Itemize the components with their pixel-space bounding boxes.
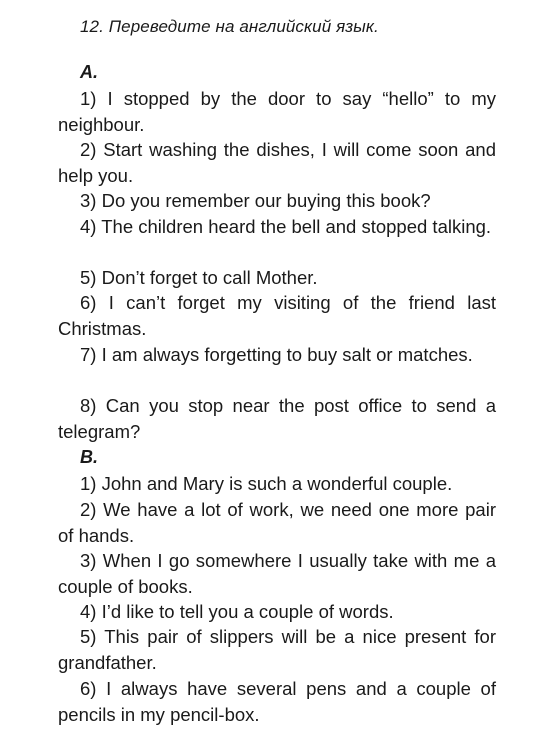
exercise-item-a4: 4) The children heard the bell and stopped talking.	[80, 216, 492, 237]
exercise-item-a5: 5) Don’t forget to call Mother.	[80, 267, 318, 288]
exercise-item-b5: 5) This pair of slippers will be a nice present for grandfather.	[58, 626, 496, 673]
task-title: 12. Переведите на английский язык.	[80, 17, 379, 36]
exercise-item-a1: 1) I stopped by the door to say “hello” to my neighbour.	[58, 88, 496, 135]
exercise-item-a7: 7) I am always forgetting to buy salt or matches.	[80, 344, 473, 365]
section-label-b: B.	[80, 447, 98, 467]
exercise-item-a6: 6) I can’t forget my visiting of the friend last Christmas.	[58, 292, 496, 339]
exercise-item-b2: 2) We have a lot of work, we need one more pair of hands.	[58, 499, 496, 546]
exercise-item-b6: 6) I always have several pens and a couple of pencils in my pencil-box.	[58, 678, 496, 725]
exercise-item-b4: 4) I’d like to tell you a couple of words.	[80, 601, 394, 622]
exercise-item-b1: 1) John and Mary is such a wonderful couple.	[80, 473, 453, 494]
exercise-item-a3: 3) Do you remember our buying this book?	[80, 190, 431, 211]
exercise-item-a8: 8) Can you stop near the post office to send a telegram?	[58, 395, 496, 442]
section-label-a: A.	[80, 62, 98, 82]
exercise-item-b3: 3) When I go somewhere I usually take with me a couple of books.	[58, 550, 496, 597]
exercise-item-a2: 2) Start washing the dishes, I will come soon and help you.	[58, 139, 496, 186]
